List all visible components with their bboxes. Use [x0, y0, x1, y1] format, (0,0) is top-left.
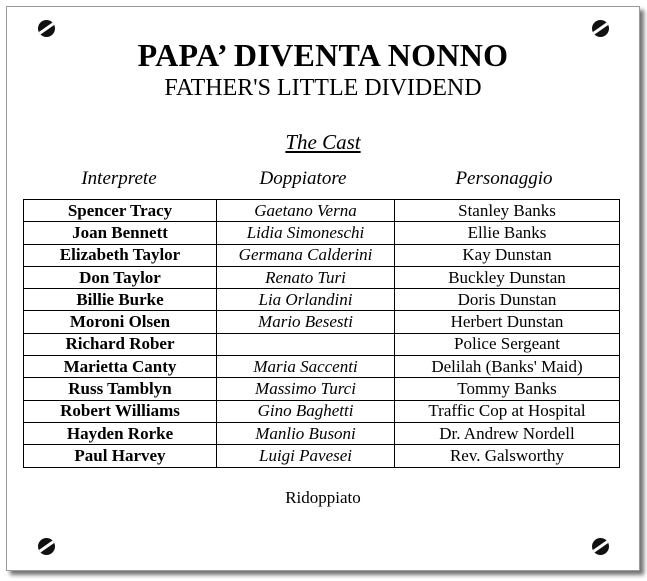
actor-cell: Russ Tamblyn [24, 378, 217, 400]
character-cell: Buckley Dunstan [395, 266, 620, 288]
dubber-cell [217, 333, 395, 355]
table-row [24, 378, 620, 400]
column-header-character: Personaggio [455, 168, 553, 189]
dubber-cell: Mario Besesti [217, 311, 395, 333]
table-row [24, 289, 620, 311]
table-row [24, 266, 620, 288]
table-row [24, 222, 620, 244]
actor-cell: Spencer Tracy [24, 200, 217, 222]
actor-cell: Joan Bennett [24, 222, 217, 244]
dubber-cell: Gino Baghetti [217, 400, 395, 422]
character-cell: Kay Dunstan [395, 244, 620, 266]
screw-icon [592, 20, 609, 37]
screw-icon [38, 20, 55, 37]
character-cell: Police Sergeant [395, 333, 620, 355]
cast-plaque [6, 6, 640, 571]
actor-cell: Robert Williams [24, 400, 217, 422]
dubber-cell: Massimo Turci [217, 378, 395, 400]
dubber-cell: Gaetano Verna [217, 200, 395, 222]
character-cell: Delilah (Banks' Maid) [395, 356, 620, 378]
table-row [24, 400, 620, 422]
cast-table [23, 199, 620, 468]
character-cell: Tommy Banks [395, 378, 620, 400]
actor-cell: Moroni Olsen [24, 311, 217, 333]
column-header-actor: Interprete [81, 168, 157, 189]
table-row [24, 422, 620, 444]
table-row [24, 445, 620, 467]
dubber-cell: Lia Orlandini [217, 289, 395, 311]
table-row [24, 356, 620, 378]
actor-cell: Richard Rober [24, 333, 217, 355]
table-row [24, 244, 620, 266]
dubber-cell: Renato Turi [217, 266, 395, 288]
character-cell: Dr. Andrew Nordell [395, 422, 620, 444]
screw-icon [592, 538, 609, 555]
dubber-cell: Luigi Pavesei [217, 445, 395, 467]
character-cell: Herbert Dunstan [395, 311, 620, 333]
footer-note: Ridoppiato [285, 488, 361, 507]
character-cell: Traffic Cop at Hospital [395, 400, 620, 422]
dubber-cell: Maria Saccenti [217, 356, 395, 378]
page-title: PAPA’ DIVENTA NONNO [137, 37, 509, 73]
cast-heading: The Cast [285, 130, 361, 154]
actor-cell: Paul Harvey [24, 445, 217, 467]
dubber-cell: Manlio Busoni [217, 422, 395, 444]
actor-cell: Don Taylor [24, 266, 217, 288]
actor-cell: Billie Burke [24, 289, 217, 311]
screw-icon [38, 538, 55, 555]
actor-cell: Hayden Rorke [24, 422, 217, 444]
character-cell: Rev. Galsworthy [395, 445, 620, 467]
table-row [24, 200, 620, 222]
table-row [24, 311, 620, 333]
column-header-dubber: Doppiatore [259, 168, 347, 189]
dubber-cell: Germana Calderini [217, 244, 395, 266]
actor-cell: Elizabeth Taylor [24, 244, 217, 266]
character-cell: Stanley Banks [395, 200, 620, 222]
page-subtitle: FATHER'S LITTLE DIVIDEND [164, 75, 482, 101]
character-cell: Ellie Banks [395, 222, 620, 244]
table-row [24, 333, 620, 355]
dubber-cell: Lidia Simoneschi [217, 222, 395, 244]
actor-cell: Marietta Canty [24, 356, 217, 378]
character-cell: Doris Dunstan [395, 289, 620, 311]
